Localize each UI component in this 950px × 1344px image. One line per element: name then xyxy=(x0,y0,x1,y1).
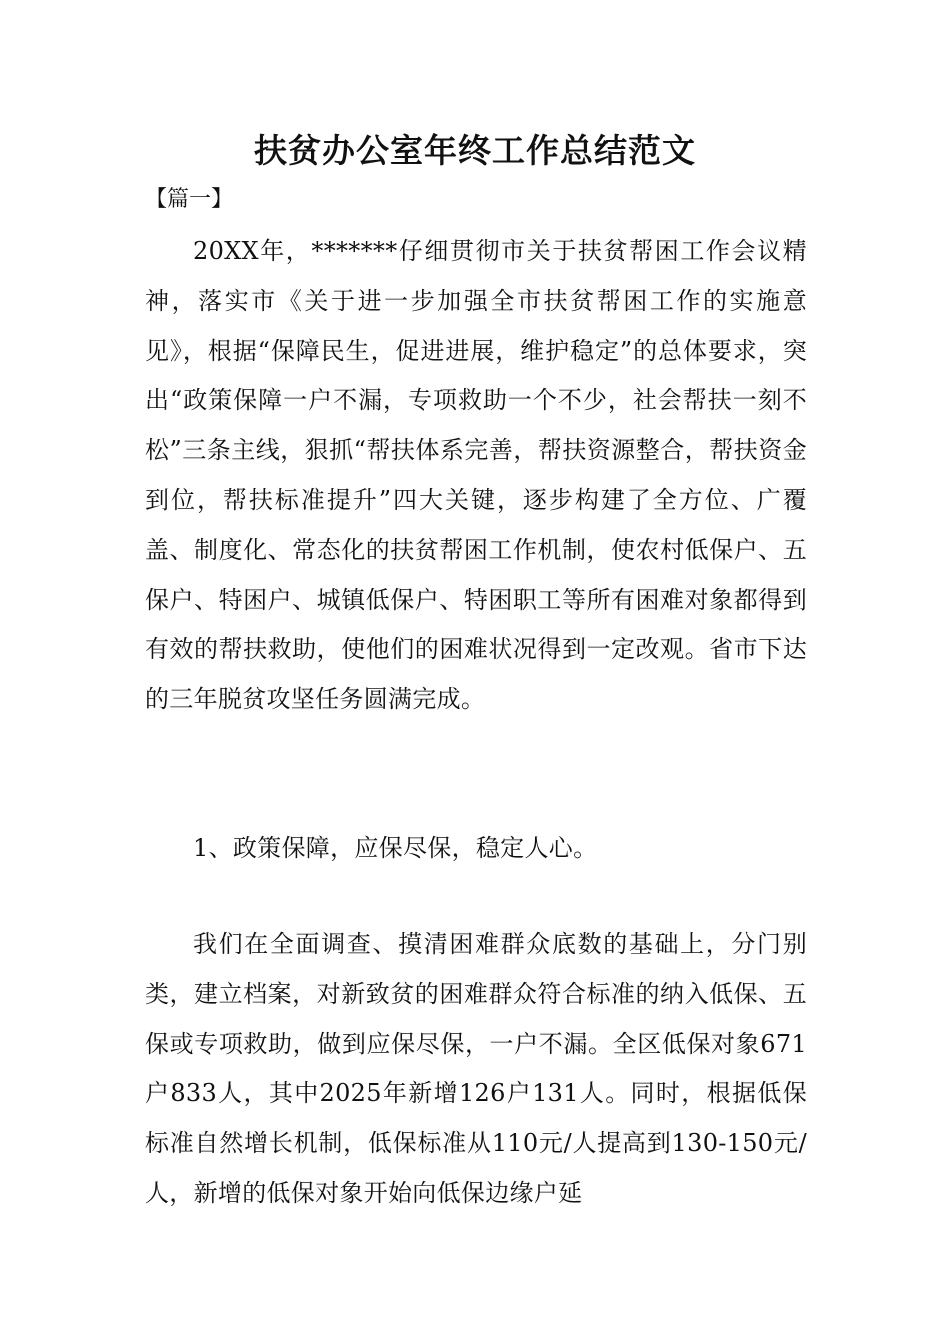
paragraph-heading-1: 1、政策保障，应保尽保，稳定人心。 xyxy=(193,834,598,862)
paragraph-intro: 20XX年，*******仔细贯彻市关于扶贫帮困工作会议精神，落实市《关于进一步加强全市扶贫帮困工作的实施意见》，根据“保障民生，促进进展，维护稳定”的总体要求，突出“政策保障一户不漏，专项救助一个不少，社会帮扶一刻不松”三条主线，狠抓“帮扶体系完善，帮扶资源整合，帮扶资金到位，帮扶标准提升”四大关键，逐步构建了全方位、广覆盖、制度化、常态化的扶贫帮困工作机制，使农村低保户、五保户、特困户、城镇低保户、特困职工等所有困难对象都得到有效的帮扶救助，使他们的困难状况得到一定改观。省市下达的三年脱贫攻坚任务圆满完成。 xyxy=(145,237,807,714)
document-title: 扶贫办公室年终工作总结范文 xyxy=(254,131,696,170)
section-label: 【篇一】 xyxy=(145,187,234,212)
paragraph-body-1: 我们在全面调查、摸清困难群众底数的基础上，分门别类，建立档案，对新致贫的困难群众符合标准的纳入低保、五保或专项救助，做到应保尽保，一户不漏。全区低保对象671户833人，其中2025年新增126户131人。同时，根据低保标准自然增长机制，低保标准从110元/人提高到130-150元/人，新增的低保对象开始向低保边缘户延 xyxy=(145,930,807,1207)
